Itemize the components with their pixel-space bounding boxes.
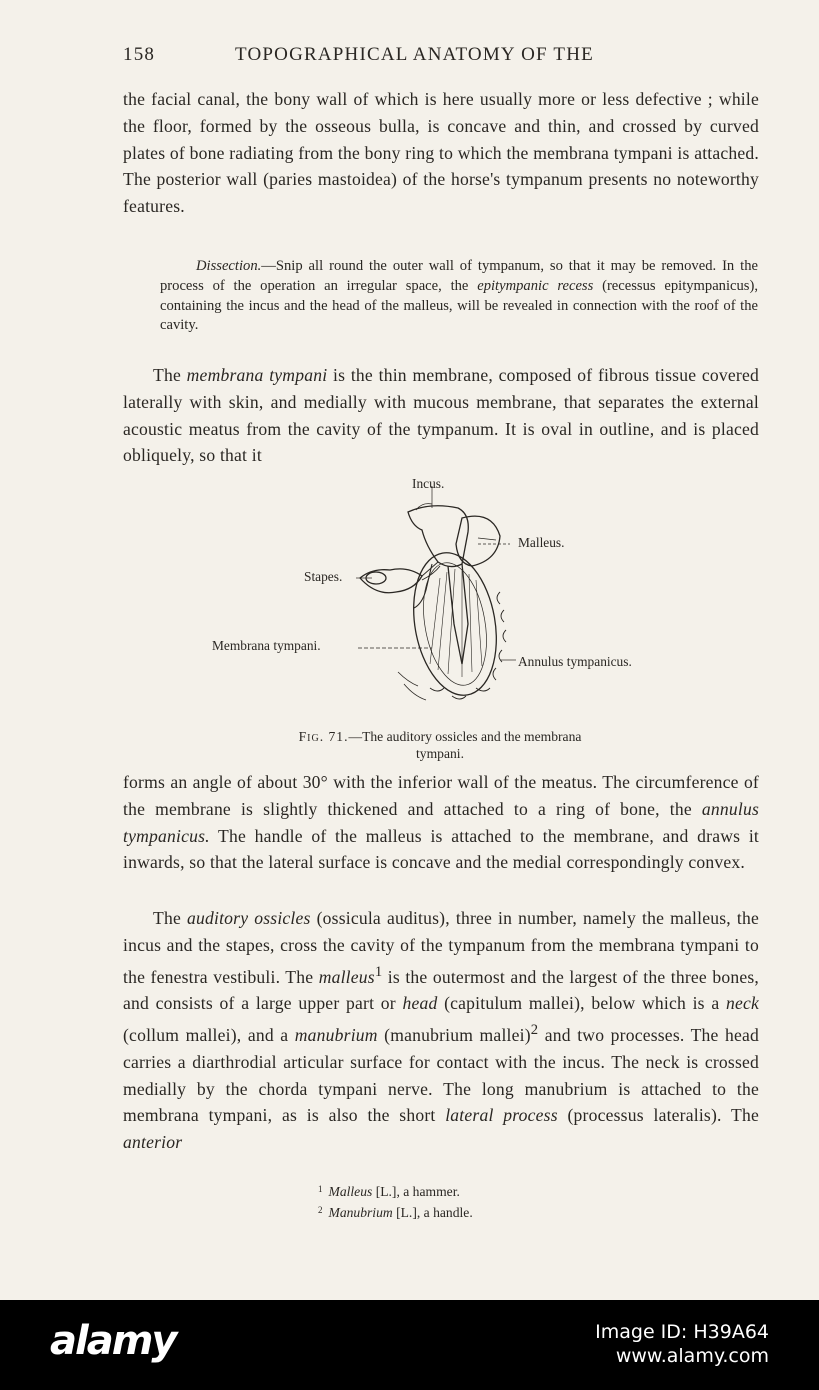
paragraph-auditory-ossicles [123, 905, 759, 1156]
dissection-note [160, 257, 758, 336]
paragraph-membrana-tympani [123, 362, 759, 469]
manubrium-term: manubrium [294, 1024, 378, 1045]
epitympanic-recess-term: epitympanic recess [477, 277, 594, 294]
label-stapes: Stapes. [304, 569, 343, 584]
paragraph-annulus [123, 769, 759, 876]
paragraph-text: forms an angle of about 30° with the inferior wall of the meatus. The circumference of the membrane is slightly thickened and attached to a ring of bone, the annulus tympanicus. The handle of the malleus is attached to the membrane, and draws it inwards, so that the lateral surface is concave and the medial correspondingly convex. [123, 772, 759, 873]
malleus-term: malleus [318, 966, 375, 987]
neck-term: neck [725, 993, 759, 1014]
dissection-text: Dissection.—Snip all round the outer wall of tympanum, so that it may be removed. In the process of the operation an irregular space, the epitympanic recess (recessus epitympanicus), containing the incus and the head of the malleus, will be revealed in connection with the roof of the cavity. [160, 258, 758, 334]
anterior-term: anterior [123, 1132, 183, 1153]
annulus-tympanicus-term: annulus tympanicus. [123, 798, 759, 846]
dissection-label: Dissection. [196, 258, 262, 274]
paragraph-text: The auditory ossicles (ossicula auditus), three in number, namely the malleus, the incus and the stapes, cross the cavity of the tympanum from the membrana tympani to the fenestra vestibuli. The malleus$^1$ is the outermost and the largest of the three bones, and consists of a large upper part or head (capitulum mallei), below which is a neck (collum mallei), and a manubrium (manubrium mallei)$^2$ and two processes. The head carries a diarthrodial articular surface for contact with the incus. The neck is crossed medially by the chorda tympani nerve. The long manubrium is attached to the membrana tympani, as is also the short lateral process (processus lateralis). The anterior [123, 908, 759, 1153]
label-annulus-tympanicus: Annulus tympanicus. [518, 654, 632, 669]
lateral-process-term: lateral process [445, 1105, 558, 1126]
membrana-tympani-term: membrana tympani [186, 365, 328, 385]
ossicles-illustration [200, 474, 680, 730]
footnote-ref-2[interactable]: 2 [530, 1022, 539, 1039]
figure-71 [200, 474, 680, 730]
footnote-ref-1[interactable]: 1 [374, 963, 383, 980]
auditory-ossicles-term: auditory ossicles [186, 908, 311, 928]
paragraph-tympanum-walls [123, 86, 759, 220]
label-membrana-tympani: Membrana tympani. [212, 638, 321, 653]
image-id-url[interactable]: www.alamy.com [615, 1345, 769, 1367]
alamy-logo[interactable]: alamy [50, 1318, 176, 1364]
paragraph-text: the facial canal, the bony wall of which is here usually more or less defective ; while the floor, formed by the osseous bulla, is concave and thin, and crossed by curved plates of bone radiating from the bony ring to which the membrana tympani is attached. The posterior wall (paries mastoidea) of the horse's tympanum presents no noteworthy features. [123, 89, 759, 217]
head-term: head [402, 993, 438, 1014]
footnotes [318, 1180, 618, 1222]
footnote-2: $^2$ Manubrium [L.], a handle. [318, 1205, 473, 1220]
image-id [595, 1320, 769, 1368]
caption-text: —The auditory ossicles and the membrana tympani. [348, 729, 582, 761]
page-number: 158 [123, 44, 156, 65]
running-title: TOPOGRAPHICAL ANATOMY OF THE [235, 44, 594, 65]
label-malleus: Malleus. [518, 535, 565, 550]
figure-caption [280, 728, 600, 762]
paragraph-text: The membrana tympani is the thin membrane, composed of fibrous tissue covered laterally with skin, and medially with mucous membrane, that separates the external acoustic meatus from the cavity of the tympanum. It is oval in outline, and is placed obliquely, so that it [123, 365, 759, 466]
image-id-code: Image ID: H39A64 [595, 1321, 769, 1343]
label-incus: Incus. [412, 476, 445, 491]
footnote-1: $^1$ Malleus [L.], a hammer. [318, 1184, 460, 1199]
figure-number: Fig. 71. [298, 729, 349, 744]
